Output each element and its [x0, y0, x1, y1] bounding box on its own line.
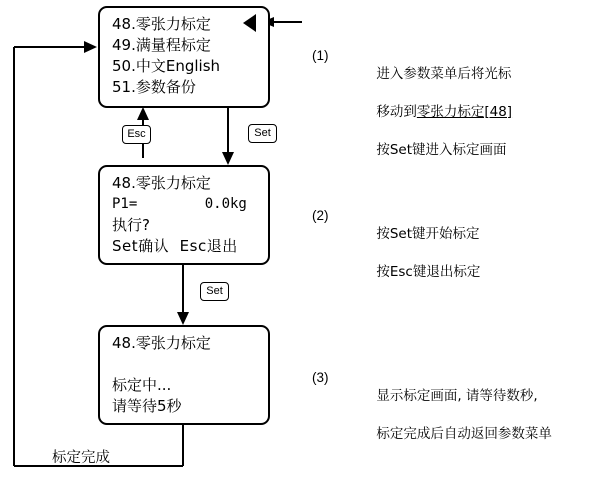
key-set-button-1[interactable]: Set — [248, 124, 277, 143]
note-3-line-1: 显示标定画面, 请等待数秒, — [376, 388, 538, 404]
confirm-question: 执行? — [112, 216, 150, 234]
note-1-line-3: 按Set键进入标定画面 — [376, 142, 507, 158]
lcd-screen-confirm — [98, 165, 270, 265]
note-step-2 — [312, 168, 480, 339]
progress-spacer — [112, 354, 258, 375]
progress-title: 48.零张力标定 — [112, 334, 211, 352]
confirm-value-p1: P1= 0.0kg — [112, 196, 247, 212]
note-3-line-2: 标定完成后自动返回参数菜单 — [376, 426, 552, 442]
lcd-screen-progress — [98, 325, 270, 425]
note-1-index: (1) — [312, 48, 329, 63]
menu-item-48[interactable]: 48.零张力标定 — [112, 15, 211, 33]
key-esc-button[interactable]: Esc — [122, 125, 151, 144]
key-set-button-2[interactable]: Set — [200, 282, 229, 301]
note-2-line-2: 按Esc键退出标定 — [376, 264, 481, 280]
note-1-line-1: 进入参数菜单后将光标 — [376, 66, 512, 82]
menu-item-50[interactable]: 50.中文English — [112, 57, 221, 75]
note-step-3 — [312, 330, 552, 501]
menu-item-49[interactable]: 49.满量程标定 — [112, 36, 211, 54]
progress-wait: 请等待5秒 — [112, 397, 182, 415]
confirm-title: 48.零张力标定 — [112, 174, 211, 192]
note-1-line-2-emphasis: 零张力标定[48] — [416, 104, 513, 120]
return-loop-label: 标定完成 — [52, 450, 110, 466]
note-3-index: (3) — [312, 370, 329, 385]
note-1-line-2-prefix: 移动到 — [376, 104, 417, 120]
progress-status: 标定中... — [112, 376, 172, 394]
confirm-key-hints: Set确认 Esc退出 — [112, 237, 238, 255]
menu-item-51[interactable]: 51.参数备份 — [112, 78, 196, 96]
select-cursor-triangle-icon — [243, 14, 256, 32]
note-2-index: (2) — [312, 208, 329, 223]
note-2-line-1: 按Set键开始标定 — [376, 226, 480, 242]
